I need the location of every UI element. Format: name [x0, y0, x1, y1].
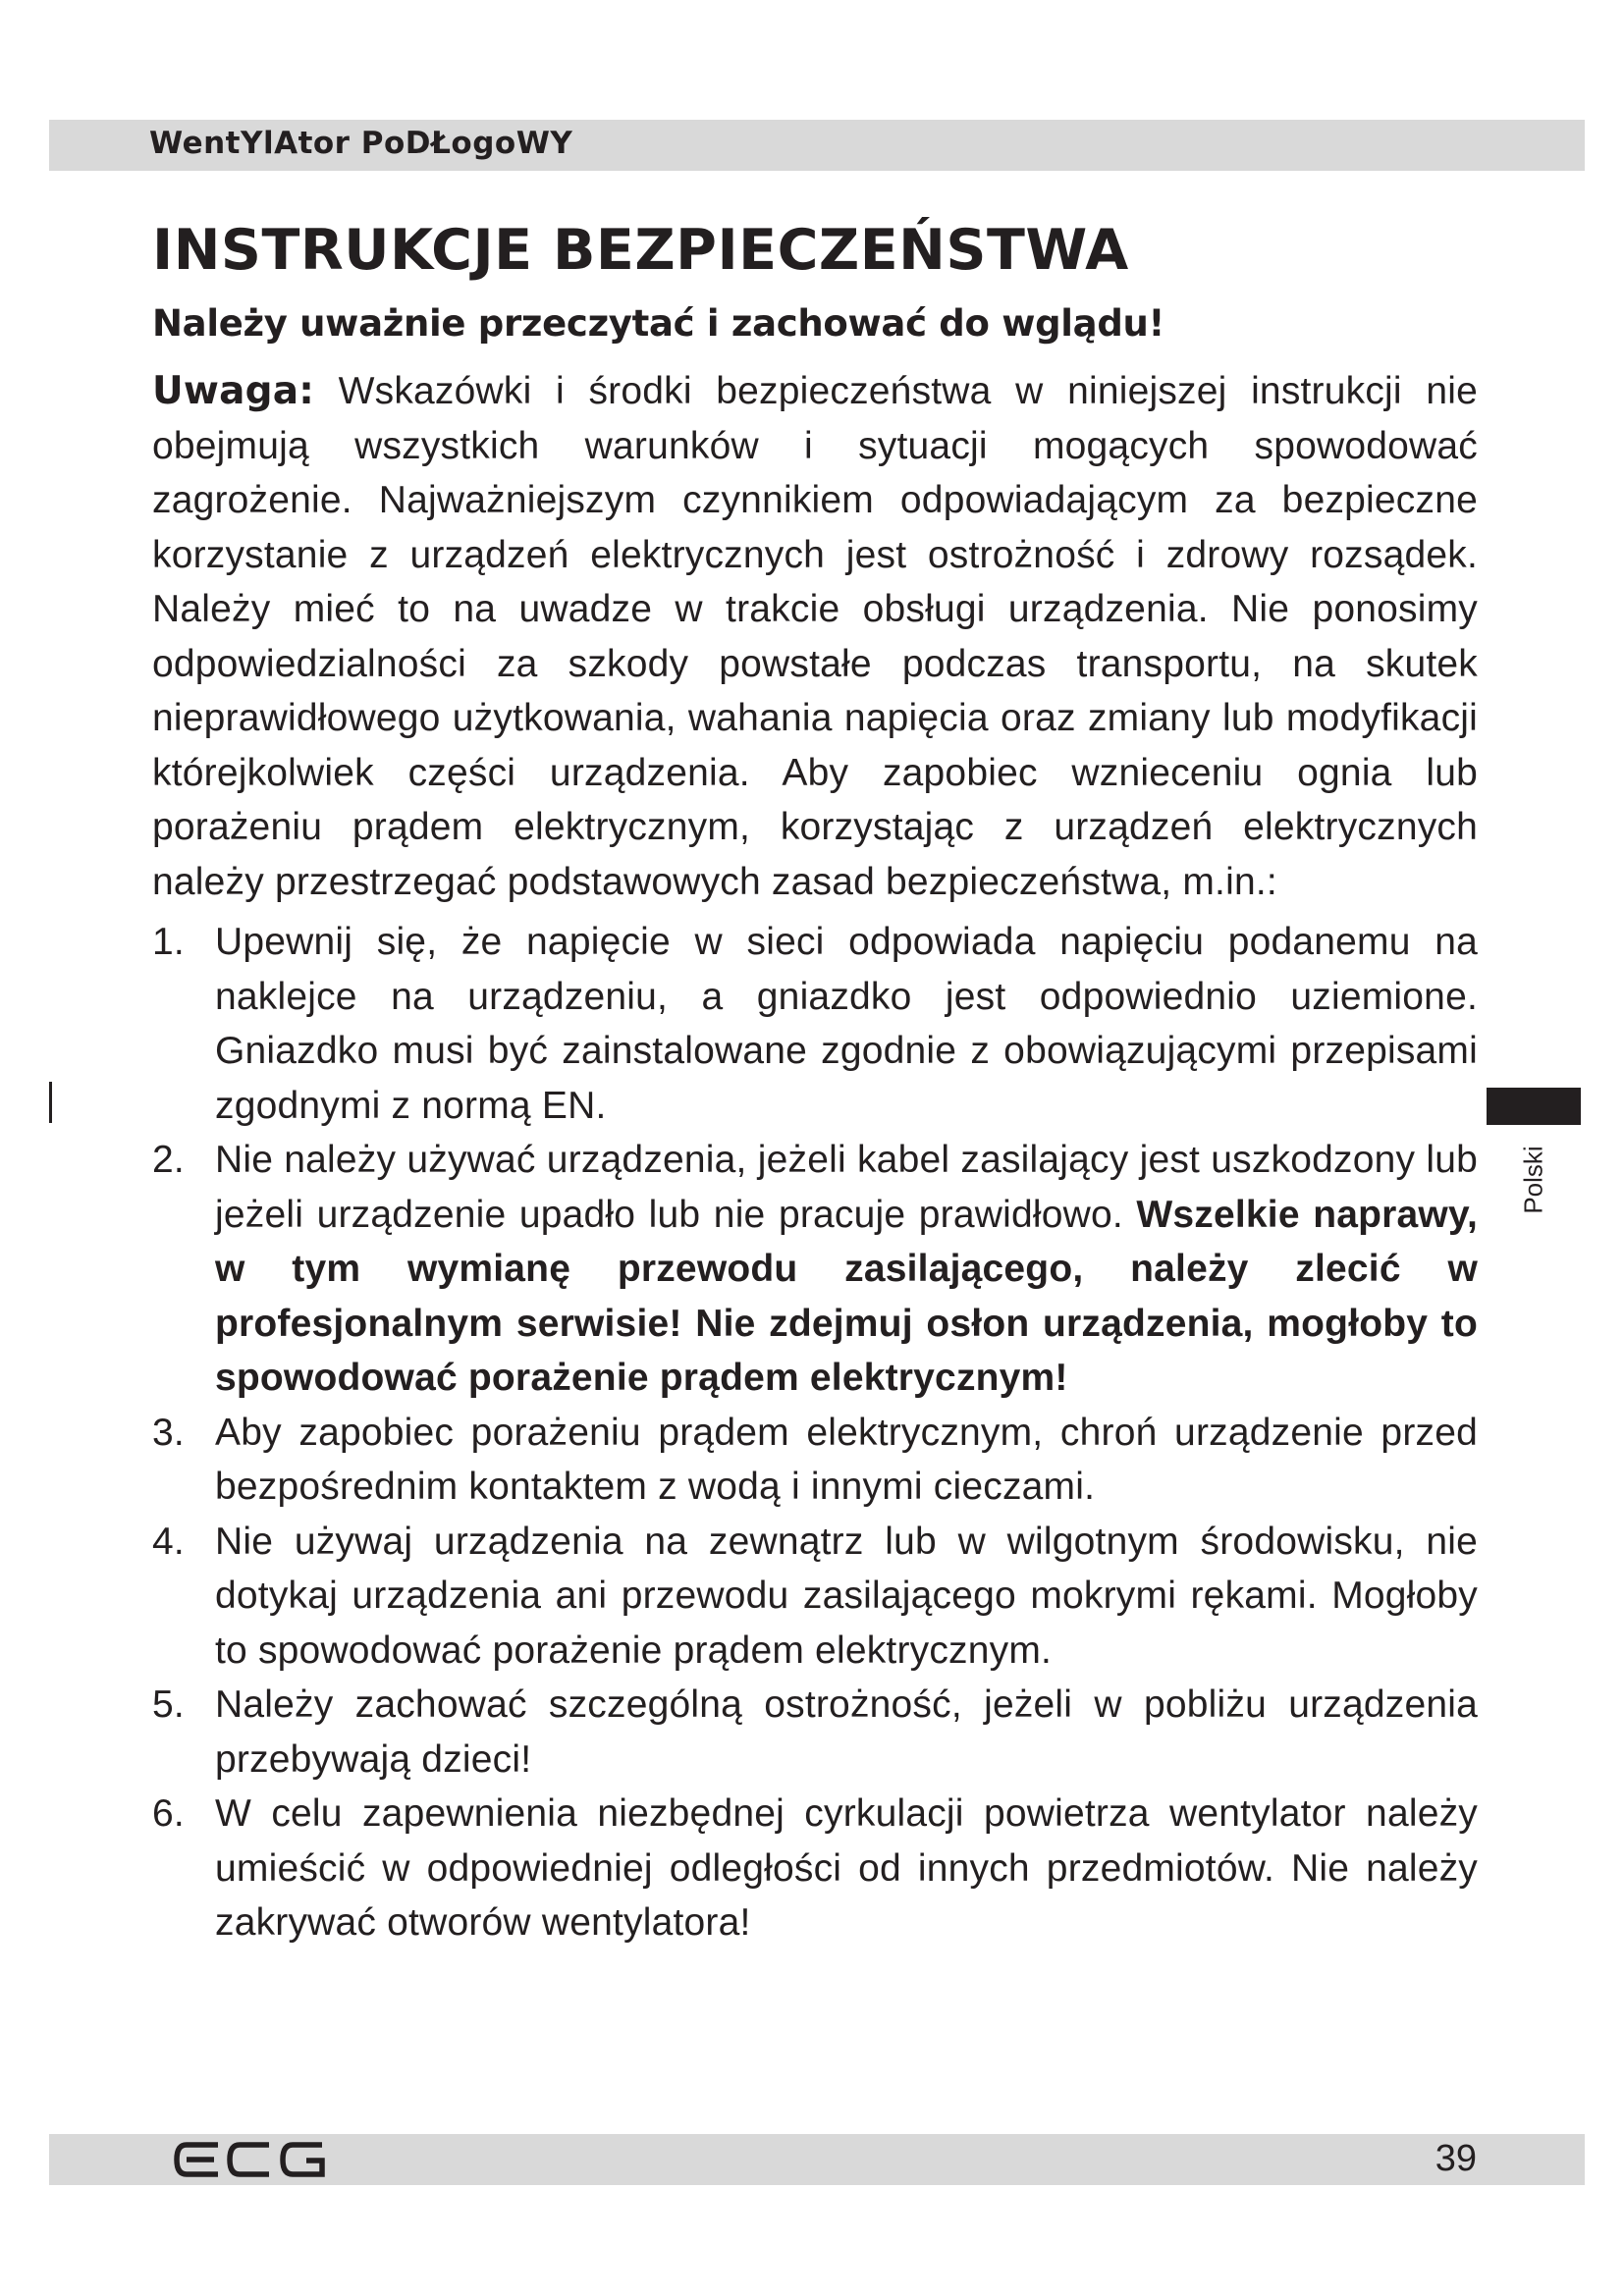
list-text: W celu zapewnienia niezbędnej cyrkulacji powietrza wentylator należy umieścić w odpowiedniej odległości od innych przedmiotów. Nie należy zakrywać otworów wentylatora! [215, 1792, 1478, 1944]
list-item [152, 1678, 1478, 1787]
header-bar [49, 120, 1585, 171]
intro-paragraph [152, 364, 1478, 909]
list-text: Należy zachować szczególną ostrożność, jeżeli w pobliżu urządzenia przebywają dzieci! [215, 1683, 1478, 1781]
intro-text: Wskazówki i środki bezpieczeństwa w niniejszej instrukcji nie obejmują wszystkich warunków i sytuacji mogących spowodować zagrożenie. Najważniejszym czynnikiem odpowiadającym za bezpieczne korzystanie z urządzeń elektrycznych jest ostrożność i zdrowy rozsądek. Należy mieć to na uwadze w trakcie obsługi urządzenia. Nie ponosimy odpowiedzialności za szkody powstałe podczas transportu, na skutek nieprawidłowego użytkowania, wahania napięcia oraz zmiany lub modyfikacji którejkolwiek części urządzenia. Aby zapobiec wznieceniu ognia lub porażeniu prądem elektrycznym, korzystając z urządzeń elektrycznych należy przestrzegać podstawowych zasad bezpieczeństwa, m.in.: [152, 370, 1478, 903]
content [152, 211, 1478, 1950]
list-item [152, 1133, 1478, 1406]
list-item [152, 915, 1478, 1133]
subtitle: Należy uważnie przeczytać i zachować do wglądu! [152, 302, 1165, 345]
margin-mark [49, 1082, 52, 1123]
list-text: Upewnij się, że napięcie w sieci odpowiada napięciu podanemu na naklejce na urządzeniu, a gniazdko jest odpowiednio uziemione. Gniazdko musi być zainstalowane zgodnie z obowiązującymi przepisami zgodnymi z normą EN. [215, 921, 1478, 1127]
list-number: 1. [152, 921, 185, 963]
list-number: 6. [152, 1792, 185, 1835]
safety-list [152, 915, 1478, 1950]
intro-label: Uwaga: [152, 369, 315, 413]
header-title: WentYlAtor PoDŁogoWY [149, 126, 573, 161]
language-tab [1487, 1088, 1581, 1125]
list-text: Aby zapobiec porażeniu prądem elektrycznym, chroń urządzenie przed bezpośrednim kontaktem z wodą i innymi cieczami. [215, 1411, 1478, 1508]
list-number: 5. [152, 1683, 185, 1726]
footer-bar [49, 2134, 1585, 2185]
page-number: 39 [1435, 2138, 1477, 2179]
list-number: 3. [152, 1411, 185, 1454]
list-item [152, 1787, 1478, 1950]
ecg-logo [173, 2139, 330, 2180]
list-text: Nie używaj urządzenia na zewnątrz lub w wilgotnym środowisku, nie dotykaj urządzenia ani przewodu zasilającego mokrymi rękami. Mogłoby to spowodować porażenie prądem elektrycznym. [215, 1520, 1478, 1672]
list-number: 2. [152, 1139, 185, 1181]
list-text: Nie należy używać urządzenia, jeżeli kabel zasilający jest uszkodzony lub jeżeli urządzenie upadło lub nie pracuje prawidłowo. [215, 1139, 1478, 1236]
language-label: Polski [1518, 1146, 1548, 1214]
list-warning-text: Wszelkie naprawy, w tym wymianę przewodu zasilającego, należy zlecić w profesjonalnym serwisie! Nie zdejmuj osłon urządzenia, mogłoby to spowodować porażenie prądem elektrycznym! [215, 1193, 1478, 1399]
list-number: 4. [152, 1520, 185, 1563]
list-item [152, 1406, 1478, 1515]
list-item [152, 1515, 1478, 1679]
page-title: INSTRUKCJE BEZPIECZEŃSTWA [152, 218, 1129, 283]
